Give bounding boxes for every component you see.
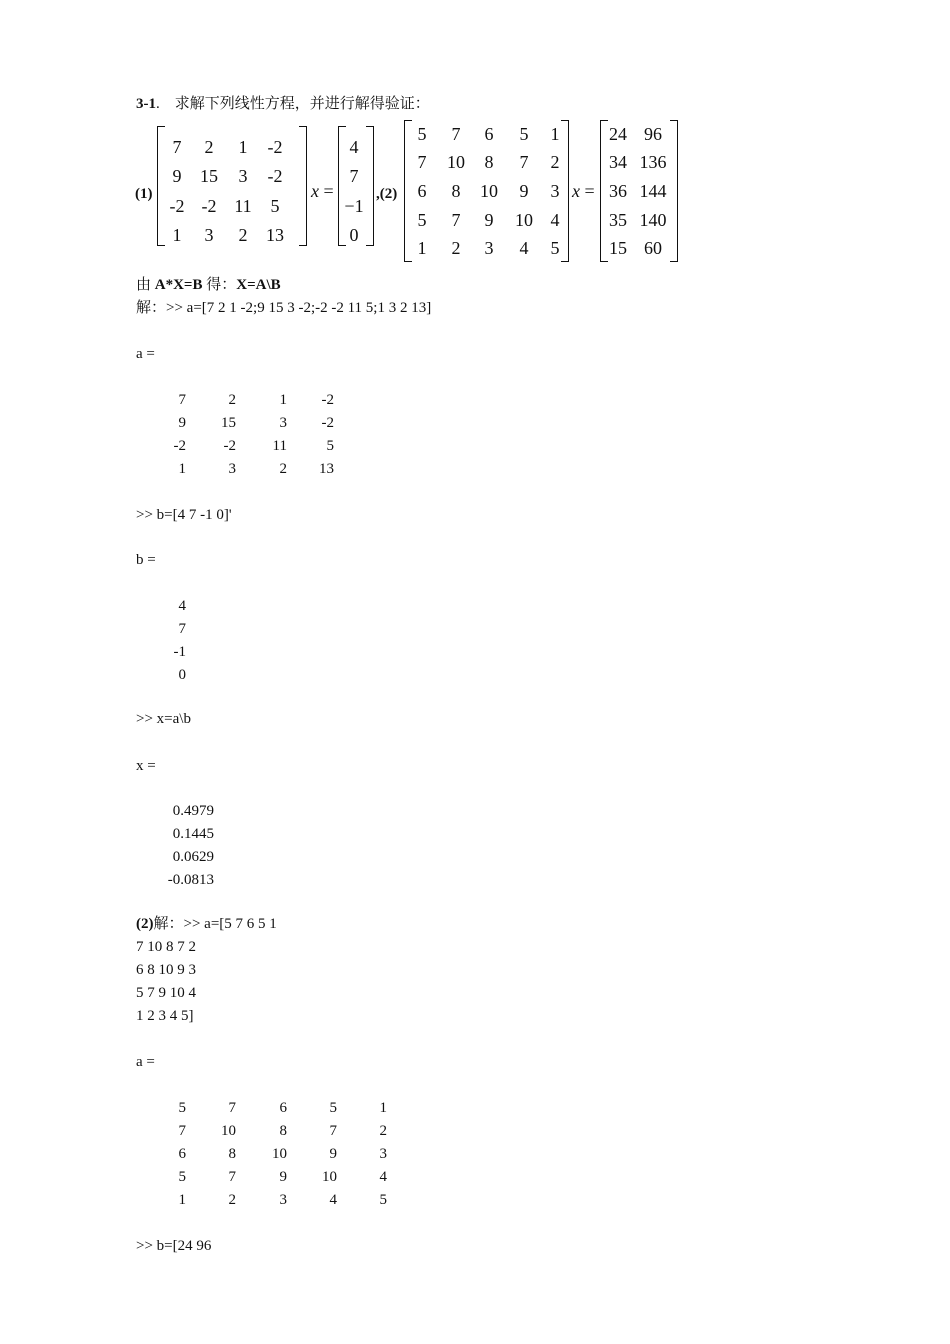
solution2-a-value: 7 [329, 1123, 337, 1139]
matrix-a2-cell: 7 [451, 210, 461, 230]
solution1-a-value: 2 [279, 461, 287, 477]
solution1-a-value: 3 [228, 461, 236, 477]
matrix-a2-cell: 6 [484, 124, 494, 144]
solution2-a-value: 3 [279, 1192, 287, 1208]
matrix-a2-cell: 5 [550, 238, 560, 258]
matrix-a1-cell: -2 [267, 166, 283, 186]
vector-b1-cell: 7 [349, 166, 359, 186]
solution1-a-value: -2 [173, 438, 186, 454]
solution1-x-value: 0.1445 [172, 826, 214, 842]
matrix-a1-cell: -2 [267, 137, 283, 157]
solution2-a-value: 10 [221, 1123, 236, 1139]
vector-b1-cell: −1 [344, 196, 364, 216]
solution2-a-label: a = [136, 1054, 155, 1070]
vector-b1-cell: 0 [349, 225, 359, 245]
solution2-a-value: 1 [379, 1100, 387, 1116]
solution1-a-value: 11 [272, 438, 287, 454]
vector-b1-cell: 4 [349, 137, 359, 157]
solution2-a-value: 6 [279, 1100, 287, 1116]
matrix-a1-cell: 2 [238, 225, 248, 245]
solution2-a-value: 2 [228, 1192, 236, 1208]
solution2-a-value: 7 [228, 1169, 236, 1185]
matrix-b2-cell: 60 [644, 238, 662, 258]
matrix-b2-cell: 24 [609, 124, 627, 144]
matrix-a1-cell: 7 [172, 137, 182, 157]
solution1-b-value: 7 [178, 621, 186, 637]
problem-number: 3-1 [136, 96, 156, 112]
solution2-a-value: 4 [329, 1192, 337, 1208]
matrix-b2-cell: 15 [609, 238, 627, 258]
solution2-a-value: 5 [379, 1192, 387, 1208]
matrix-a2-cell: 4 [550, 210, 560, 230]
matrix-a1-cell: 15 [200, 166, 218, 186]
matrix-a2-cell: 5 [417, 210, 427, 230]
solution1-a-value: 3 [279, 415, 287, 431]
solution2-a-value: 8 [228, 1146, 236, 1162]
matrix-b2-cell: 136 [639, 152, 667, 172]
matrix-b2 [600, 120, 678, 262]
solution2-cmd-b: >> b=[24 96 [136, 1238, 212, 1254]
solution1-a-value: -2 [223, 438, 236, 454]
matrix-a1-cell: 2 [204, 137, 214, 157]
matrix-a2-cell: 10 [447, 152, 465, 172]
solution1-b-value: 4 [178, 598, 186, 614]
matrix-a1-cell: 11 [234, 196, 252, 216]
solution2-a-value: 1 [178, 1192, 186, 1208]
matrix-a2-cell: 1 [417, 238, 427, 258]
matrix-a2-cell: 6 [417, 181, 427, 201]
matrix-b2-cell: 34 [609, 152, 627, 172]
matrix-a1 [157, 126, 307, 246]
matrix-a1-cell: -2 [201, 196, 217, 216]
matrix-a2-cell: 4 [519, 238, 529, 258]
matrix-a1-cell: 1 [238, 137, 248, 157]
solution1-a-value: 7 [178, 392, 186, 408]
solution1-a-value: 1 [178, 461, 186, 477]
matrix-a2-cell: 3 [550, 181, 560, 201]
matrix-a2-cell: 3 [484, 238, 494, 258]
matrix-b2-cell: 36 [609, 181, 627, 201]
matrix-a1-cell: 3 [204, 225, 214, 245]
matrix-a1-cell: 3 [238, 166, 248, 186]
method-line: 由 A*X=B 得：X=A\B [136, 277, 281, 293]
solution1-a-value: -2 [321, 392, 334, 408]
matrix-a1-cell: 13 [266, 225, 284, 245]
matrix-a2-cell: 9 [519, 181, 529, 201]
solution2-a-value: 10 [272, 1146, 287, 1162]
part2-label: ,(2) [376, 186, 398, 202]
solution2-cmd-a-line4: 5 7 9 10 4 [136, 985, 196, 1001]
matrix-a1-cell: -2 [169, 196, 185, 216]
matrix-a2-cell: 5 [519, 124, 529, 144]
matrix-a2-cell: 10 [480, 181, 498, 201]
solution1-a-value: 15 [221, 415, 236, 431]
vector-b1 [338, 126, 374, 246]
solution2-a-value: 5 [178, 1100, 186, 1116]
solution1-x-value: 0.4979 [172, 803, 214, 819]
solution1-a-value: -2 [321, 415, 334, 431]
matrix-a2-cell: 9 [484, 210, 494, 230]
solution1-b-value: 0 [178, 667, 186, 683]
solution1-a-value: 1 [279, 392, 287, 408]
solution2-a-value: 6 [178, 1146, 186, 1162]
matrix-a2-cell: 7 [451, 124, 461, 144]
matrix-a2-cell: 5 [417, 124, 427, 144]
solution1-a-label: a = [136, 346, 155, 362]
solution2-a-value: 10 [322, 1169, 337, 1185]
solution2-a-value: 3 [379, 1146, 387, 1162]
solution1-a-value: 5 [326, 438, 334, 454]
matrix-b2-cell: 144 [639, 181, 667, 201]
solution1-a-value: 13 [319, 461, 334, 477]
solution1-a-value: 2 [228, 392, 236, 408]
matrix-a2-cell: 8 [484, 152, 494, 172]
solution2-a-value: 5 [178, 1169, 186, 1185]
solution2-a-value: 7 [178, 1123, 186, 1139]
matrix-a2 [404, 120, 569, 262]
matrix-b2-cell: 35 [609, 210, 627, 230]
solution1-cmd-x: >> x=a\b [136, 711, 191, 727]
problem-dot: . [156, 96, 160, 112]
matrix-a1-cell: 5 [270, 196, 280, 216]
matrix-a2-cell: 8 [451, 181, 461, 201]
solution2-a-value: 5 [329, 1100, 337, 1116]
solution1-x-value: 0.0629 [172, 849, 214, 865]
matrix-a1-cell: 9 [172, 166, 182, 186]
solution2-a-value: 7 [228, 1100, 236, 1116]
solution2-a-value: 4 [379, 1169, 387, 1185]
solution1-cmd-b: >> b=[4 7 -1 0]' [136, 507, 232, 523]
matrix-b2-cell: 96 [644, 124, 662, 144]
equation1-x: x = [311, 181, 334, 201]
solution1-cmd-a: 解：>> a=[7 2 1 -2;9 15 3 -2;-2 -2 11 5;1 3 2 13] [136, 300, 432, 316]
solution1-b-value: -1 [173, 644, 186, 660]
matrix-a2-cell: 10 [515, 210, 533, 230]
equation2-x: x = [572, 181, 595, 201]
solution1-x-label: x = [136, 758, 156, 774]
matrix-a2-cell: 2 [451, 238, 461, 258]
part1-label: (1) [135, 186, 153, 202]
solution2-cmd-a-line1: (2)解：>> a=[5 7 6 5 1 [136, 916, 277, 932]
solution2-a-value: 9 [329, 1146, 337, 1162]
solution2-a-value: 9 [279, 1169, 287, 1185]
solution2-cmd-a-line5: 1 2 3 4 5] [136, 1008, 194, 1024]
solution1-b-label: b = [136, 552, 156, 568]
solution1-x-value: -0.0813 [167, 872, 214, 888]
matrix-a2-cell: 7 [417, 152, 427, 172]
solution2-a-value: 8 [279, 1123, 287, 1139]
solution2-cmd-a-line3: 6 8 10 9 3 [136, 962, 196, 978]
matrix-a1-cell: 1 [172, 225, 182, 245]
matrix-a2-cell: 7 [519, 152, 529, 172]
solution2-a-value: 2 [379, 1123, 387, 1139]
solution1-a-value: 9 [178, 415, 186, 431]
solution2-cmd-a-line2: 7 10 8 7 2 [136, 939, 196, 955]
matrix-a2-cell: 1 [550, 124, 560, 144]
matrix-b2-cell: 140 [639, 210, 667, 230]
problem-statement: 求解下列线性方程，并进行解得验证： [174, 96, 430, 112]
matrix-a2-cell: 2 [550, 152, 560, 172]
problem-heading [136, 95, 430, 113]
